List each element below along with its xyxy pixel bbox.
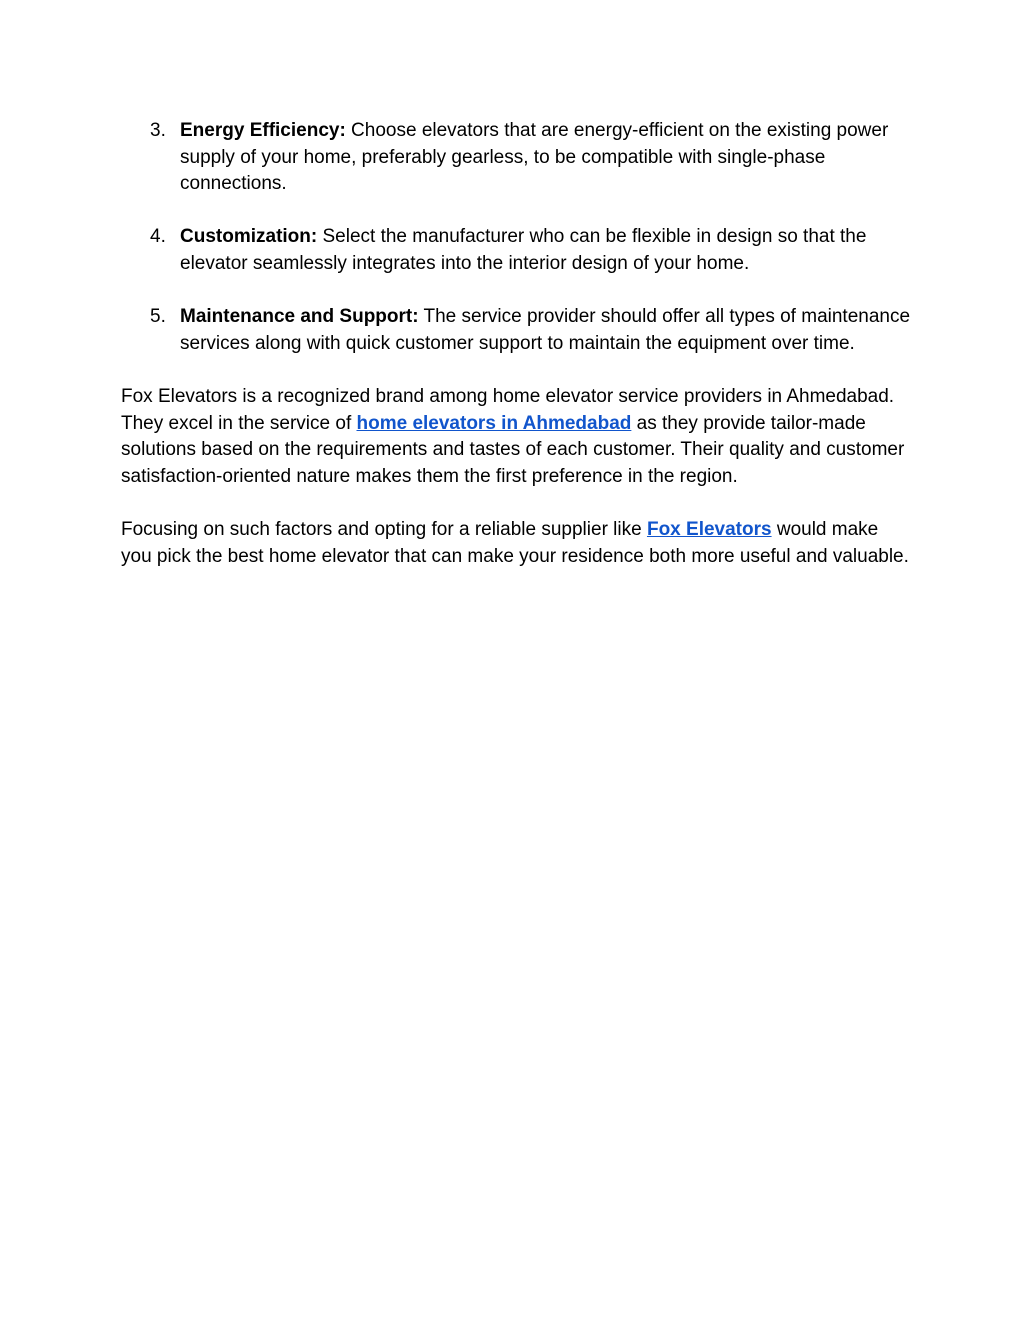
list-item-maintenance-support <box>121 304 911 357</box>
list-number: 5. <box>150 306 166 328</box>
list-term: Maintenance and Support: <box>180 306 419 328</box>
paragraph-text: Focusing on such factors and opting for a reliable supplier like <box>121 518 647 540</box>
paragraph-text: as they provide tailor-made solutions based on the requirements and tastes of each customer. Their quality and customer satisfaction-oriented nature makes them the first preference in the region. <box>121 412 905 487</box>
list-term: Energy Efficiency: <box>180 120 346 141</box>
list-text: Choose elevators that are energy-efficient on the existing power supply of your home, preferably gearless, to be compatible with single-phase connections. <box>180 120 889 195</box>
list-text: Select the manufacturer who can be flexible in design so that the elevator seamlessly integrates into the interior design of your home. <box>180 226 867 274</box>
numbered-list <box>121 118 911 357</box>
home-elevators-ahmedabad-link[interactable]: home elevators in Ahmedabad <box>356 412 632 434</box>
list-item-energy-efficiency <box>121 118 911 198</box>
list-term: Customization: <box>180 226 318 248</box>
paragraph-fox-elevators-intro <box>121 384 911 490</box>
list-text: The service provider should offer all types of maintenance services along with quick customer support to maintain the equipment over time. <box>180 306 911 354</box>
paragraph-text: would make you pick the best home elevator that can make your residence both more useful and valuable. <box>121 518 909 567</box>
list-number: 4. <box>150 226 166 248</box>
list-number: 3. <box>150 120 166 141</box>
fox-elevators-link[interactable]: Fox Elevators <box>646 518 772 540</box>
paragraph-text: Fox Elevators is a recognized brand among home elevator service providers in Ahmedabad. They excel in the service of <box>121 385 895 434</box>
list-item-customization <box>121 224 911 277</box>
paragraph-conclusion <box>121 517 911 570</box>
document-body <box>121 118 911 597</box>
